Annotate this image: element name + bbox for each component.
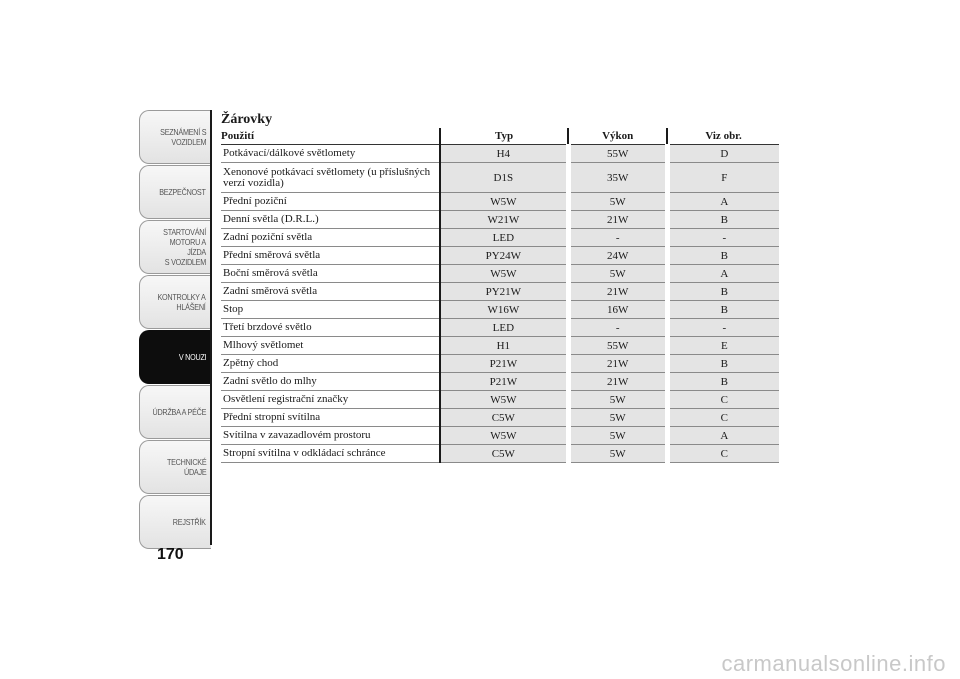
cell-type: P21W: [440, 355, 568, 373]
chapter-tabs: [139, 110, 211, 550]
cell-power: 5W: [568, 391, 667, 409]
table-row: [221, 301, 779, 319]
bulbs-table: [221, 128, 779, 463]
cell-figure: -: [667, 229, 779, 247]
chapter-tab-3[interactable]: [139, 275, 211, 329]
cell-power: 21W: [568, 373, 667, 391]
chapter-tab-label: V NOUZI: [178, 352, 206, 362]
cell-type: PY24W: [440, 247, 568, 265]
table-row: [221, 319, 779, 337]
cell-figure: A: [667, 265, 779, 283]
cell-type: P21W: [440, 373, 568, 391]
chapter-tab-2[interactable]: [139, 220, 211, 274]
cell-type: LED: [440, 319, 568, 337]
cell-usage: Stop: [221, 301, 440, 319]
tab-divider-bar: [210, 110, 212, 545]
cell-power: 21W: [568, 283, 667, 301]
cell-power: 55W: [568, 145, 667, 163]
cell-type: PY21W: [440, 283, 568, 301]
cell-power: 35W: [568, 163, 667, 193]
cell-figure: E: [667, 337, 779, 355]
table-row: [221, 409, 779, 427]
cell-figure: B: [667, 301, 779, 319]
chapter-tab-label: TECHNICKÉ ÚDAJE: [166, 457, 206, 477]
chapter-tab-label: STARTOVÁNÍ MOTORU A JÍZDA S VOZIDLEM: [163, 227, 206, 267]
cell-power: 21W: [568, 355, 667, 373]
table-row: [221, 355, 779, 373]
cell-usage: Svítilna v zavazadlovém prostoru: [221, 427, 440, 445]
chapter-tab-label: ÚDRŽBA A PÉČE: [152, 407, 206, 417]
table-row: [221, 193, 779, 211]
cell-power: 5W: [568, 193, 667, 211]
cell-power: -: [568, 229, 667, 247]
header-type: Typ: [440, 128, 568, 145]
chapter-tab-label: SEZNÁMENÍ S VOZIDLEM: [159, 127, 206, 147]
cell-type: H4: [440, 145, 568, 163]
cell-figure: D: [667, 145, 779, 163]
cell-usage: Přední poziční: [221, 193, 440, 211]
cell-usage: Zadní směrová světla: [221, 283, 440, 301]
cell-type: C5W: [440, 445, 568, 463]
table-row: [221, 427, 779, 445]
cell-figure: B: [667, 211, 779, 229]
table-row: [221, 229, 779, 247]
table-row: [221, 163, 779, 193]
table-header-row: [221, 128, 779, 145]
cell-power: 5W: [568, 445, 667, 463]
chapter-tab-5[interactable]: [139, 385, 211, 439]
cell-usage: Denní světla (D.R.L.): [221, 211, 440, 229]
chapter-tab-7[interactable]: [139, 495, 211, 549]
table-row: [221, 373, 779, 391]
cell-power: 5W: [568, 265, 667, 283]
cell-type: W5W: [440, 427, 568, 445]
table-row: [221, 145, 779, 163]
cell-power: 5W: [568, 409, 667, 427]
cell-usage: Xenonové potkávací světlomety (u příslušných verzí vozidla): [221, 163, 440, 193]
cell-usage: Třetí brzdové světlo: [221, 319, 440, 337]
cell-usage: Přední směrová světla: [221, 247, 440, 265]
cell-type: W5W: [440, 193, 568, 211]
table-row: [221, 391, 779, 409]
cell-figure: C: [667, 409, 779, 427]
table-row: [221, 265, 779, 283]
cell-figure: F: [667, 163, 779, 193]
cell-figure: B: [667, 283, 779, 301]
watermark: carmanualsonline.info: [721, 651, 946, 676]
table-row: [221, 337, 779, 355]
cell-power: -: [568, 319, 667, 337]
chapter-tab-label: KONTROLKY A HLÁŠENÍ: [157, 292, 206, 312]
table-row: [221, 211, 779, 229]
cell-type: LED: [440, 229, 568, 247]
cell-power: 16W: [568, 301, 667, 319]
cell-figure: A: [667, 193, 779, 211]
cell-power: 24W: [568, 247, 667, 265]
header-usage: Použití: [221, 128, 440, 145]
cell-usage: Zpětný chod: [221, 355, 440, 373]
chapter-tab-label: BEZPEČNOST: [159, 187, 206, 197]
cell-power: 21W: [568, 211, 667, 229]
cell-figure: -: [667, 319, 779, 337]
cell-figure: B: [667, 247, 779, 265]
cell-figure: A: [667, 427, 779, 445]
cell-figure: B: [667, 355, 779, 373]
cell-usage: Stropní svítilna v odkládací schránce: [221, 445, 440, 463]
chapter-tab-label: REJSTŘÍK: [173, 517, 206, 527]
cell-figure: B: [667, 373, 779, 391]
cell-type: W21W: [440, 211, 568, 229]
cell-power: 55W: [568, 337, 667, 355]
cell-figure: C: [667, 391, 779, 409]
chapter-tab-1[interactable]: [139, 165, 211, 219]
chapter-tab-4[interactable]: [139, 330, 211, 384]
cell-type: D1S: [440, 163, 568, 193]
cell-usage: Osvětlení registrační značky: [221, 391, 440, 409]
table-row: [221, 247, 779, 265]
cell-usage: Potkávací/dálkové světlomety: [221, 145, 440, 163]
header-power: Výkon: [568, 128, 667, 145]
cell-type: W5W: [440, 391, 568, 409]
cell-type: W5W: [440, 265, 568, 283]
cell-usage: Přední stropní svítilna: [221, 409, 440, 427]
chapter-tab-6[interactable]: [139, 440, 211, 494]
cell-usage: Zadní poziční světla: [221, 229, 440, 247]
cell-power: 5W: [568, 427, 667, 445]
cell-type: H1: [440, 337, 568, 355]
table-row: [221, 283, 779, 301]
table-row: [221, 445, 779, 463]
cell-usage: Zadní světlo do mlhy: [221, 373, 440, 391]
cell-usage: Mlhový světlomet: [221, 337, 440, 355]
header-figure: Viz obr.: [667, 128, 779, 145]
cell-usage: Boční směrová světla: [221, 265, 440, 283]
cell-type: C5W: [440, 409, 568, 427]
page-number: 170: [157, 546, 184, 563]
section-title: Žárovky: [221, 112, 273, 127]
chapter-tab-0[interactable]: [139, 110, 211, 164]
cell-figure: C: [667, 445, 779, 463]
cell-type: W16W: [440, 301, 568, 319]
